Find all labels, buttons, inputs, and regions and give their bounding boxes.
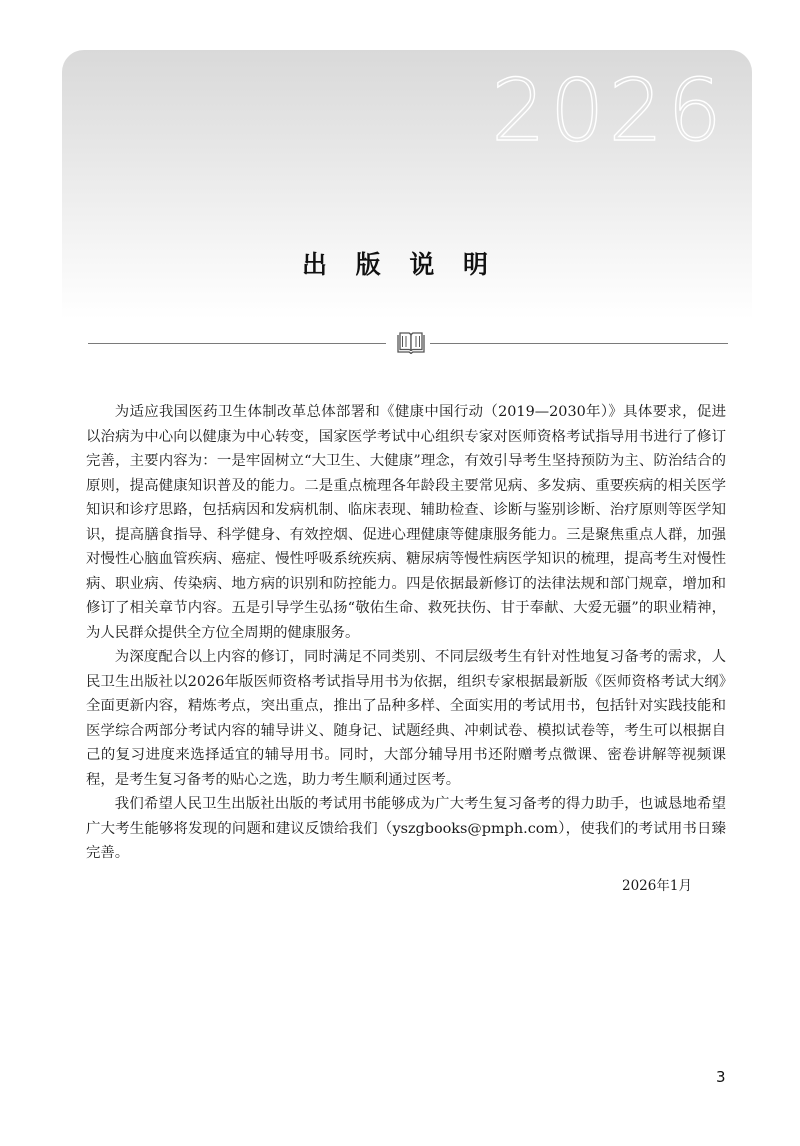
publication-date: 2026年1月 — [622, 878, 692, 894]
paragraph-3: 我们希望人民卫生出版社出版的考试用书能够成为广大考生复习备考的得力助手，也诚恳地希望广大考生能够将发现的问题和建议反馈给我们（yszgbooks@pmph.com），使我们的考试用书日臻完善。 — [86, 796, 726, 861]
title-divider — [88, 330, 728, 356]
page-title: 出 版 说 明 — [301, 250, 499, 279]
body-text — [86, 400, 726, 866]
year-watermark: 2026 — [491, 61, 726, 161]
paragraph-2: 为深度配合以上内容的修订，同时满足不同类别、不同层级考生有针对性地复习备考的需求，人民卫生出版社以2026年版医师资格考试指导用书为依据，组织专家根据最新版《医师资格考试大纲》全面更新内容，精炼考点，突出重点，推出了品种多样、全面实用的考试用书，包括针对实践技能和医学综合两部分考试内容的辅导讲义、随身记、试题经典、冲刺试卷、模拟试卷等，考生可以根据自己的复习进度来选择适宜的辅导用书。同时，大部分辅导用书还附赠考点微课、密卷讲解等视频课程，是考生复习备考的贴心之选，助力考生顺利通过医考。 — [86, 649, 726, 788]
page-number: 3 — [716, 1068, 726, 1086]
divider-line-left — [88, 343, 386, 344]
paragraph-1: 为适应我国医药卫生体制改革总体部署和《健康中国行动（2019—2030年）》具体要求，促进以治病为中心向以健康为中心转变，国家医学考试中心组织专家对医师资格考试指导用书进行了修订完善，主要内容为：一是牢固树立“大卫生、大健康”理念，有效引导考生坚持预防为主、防治结合的原则，提高健康知识普及的能力。二是重点梳理各年龄段主要常见病、多发病、重要疾病的相关医学知识和诊疗思路，包括病因和发病机制、临床表现、辅助检查、诊断与鉴别诊断、治疗原则等医学知识，提高膳食指导、科学健身、有效控烟、促进心理健康等健康服务能力。三是聚焦重点人群，加强对慢性心脑血管疾病、癌症、慢性呼吸系统疾病、糖尿病等慢性病医学知识的梳理，提高考生对慢性病、职业病、传染病、地方病的识别和防控能力。四是依据最新修订的法律法规和部门规章，增加和修订了相关章节内容。五是引导学生弘扬“敬佑生命、救死扶伤、甘于奉献、大爱无疆”的职业精神，为人民群众提供全方位全周期的健康服务。 — [86, 404, 726, 641]
open-book-icon — [396, 331, 426, 355]
divider-line-right — [430, 343, 728, 344]
